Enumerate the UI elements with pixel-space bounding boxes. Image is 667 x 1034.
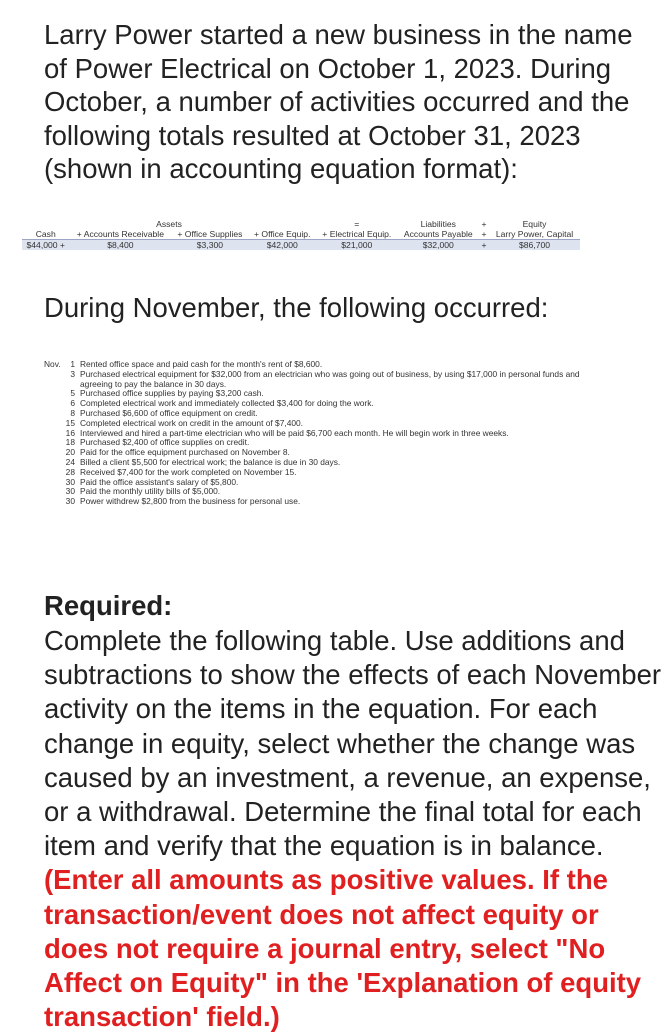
- intro-line: October, a number of activities occurred and the: [44, 86, 630, 117]
- intro-paragraph: [44, 18, 662, 186]
- plus-sign: +: [481, 219, 487, 229]
- event-row: 20 Paid for the office equipment purchased on November 8.: [65, 447, 290, 458]
- required-body: Complete the following table. Use additions and subtractions to show the effects of each November activity on the items in the equation. For each change in equity, select whether the change was caused by an investment, a revenue, an expense, or a withdrawal. Determine the final total for each item and verify that the equation is in balance.: [44, 625, 662, 862]
- event-row: 18 Purchased $2,400 of office supplies on credit.: [65, 437, 250, 448]
- header-accounts-payable: Accounts Payable: [398, 229, 479, 240]
- accounting-equation-table: [22, 219, 580, 250]
- intro-line: Larry Power started a new business in the name: [44, 19, 633, 50]
- required-emphasis: (Enter all amounts as positive values. If the transaction/event does not affect equity or does not require a journal entry, select "No Affect on Equity" in the 'Explanation of equity transaction' field.): [44, 864, 642, 1033]
- intro-line: following totals resulted at October 31, 2023: [44, 119, 581, 151]
- value-plus: +: [481, 240, 487, 250]
- equation-value-row: [22, 240, 580, 251]
- equals-sign: =: [354, 219, 360, 229]
- header-electrical-equip: + Electrical Equip.: [316, 229, 398, 240]
- event-row: 3 Purchased electrical equipment for $32,000 from an electrician who was going out of business, by using $17,000 in personal funds and agreeing to pay the balance in 30 days.: [70, 368, 580, 389]
- event-row: 8 Purchased $6,600 of office equipment on credit.: [70, 407, 258, 418]
- header-cash: Cash: [22, 229, 69, 240]
- required-section: [44, 588, 664, 1034]
- november-subheading: During November, the following occurred:: [44, 292, 549, 323]
- header-plus: +: [479, 229, 489, 240]
- event-row: 24 Billed a client $5,500 for electrical work; the balance is due in 30 days.: [65, 456, 341, 467]
- event-row: 30 Paid the monthly utility bills of $5,000.: [65, 486, 221, 497]
- value-office-supplies: $3,300: [196, 240, 224, 250]
- event-row: 5 Purchased office supplies by paying $3,200 cash.: [70, 388, 264, 399]
- equation-group-row: [22, 219, 580, 229]
- header-office-supplies: + Office Supplies: [171, 229, 248, 240]
- intro-line: of Power Electrical on October 1, 2023. During: [44, 52, 612, 84]
- value-electrical-equip: $21,000: [341, 240, 373, 250]
- equation-header-row: [22, 229, 580, 240]
- header-office-equip: + Office Equip.: [248, 229, 316, 240]
- value-accounts-payable: $32,000: [422, 240, 454, 250]
- header-capital: Larry Power, Capital: [489, 229, 580, 240]
- value-cash: $44,000 +: [26, 240, 65, 250]
- event-row: 16 Interviewed and hired a part-time electrician who will be paid $6,700 each month. He will begin work in three weeks.: [65, 427, 509, 438]
- event-row: 15 Completed electrical work on credit in the amount of $7,400.: [65, 417, 303, 428]
- required-heading: Required:: [44, 590, 173, 621]
- assets-group-label: Assets: [156, 219, 182, 229]
- equity-group-label: Equity: [522, 219, 547, 229]
- event-row: Nov. 1 Rented office space and paid cash for the month's rent of $8,600.: [44, 359, 323, 369]
- event-row: 30 Paid the office assistant's salary of $5,800.: [65, 476, 239, 487]
- value-capital: $86,700: [518, 240, 551, 250]
- november-events-list: [44, 360, 614, 507]
- event-row: 30 Power withdrew $2,800 from the business for personal use.: [65, 496, 301, 507]
- event-row: 28 Received $7,400 for the work completed on November 15.: [65, 466, 297, 477]
- value-accounts-receivable: $8,400: [107, 240, 134, 250]
- header-accounts-receivable: + Accounts Receivable: [69, 229, 171, 240]
- value-office-equip: $42,000: [266, 240, 298, 250]
- event-row: 6 Completed electrical work and immediately collected $3,400 for doing the work.: [70, 398, 374, 409]
- liabilities-group-label: Liabilities: [420, 219, 456, 229]
- intro-line: (shown in accounting equation format):: [44, 153, 518, 184]
